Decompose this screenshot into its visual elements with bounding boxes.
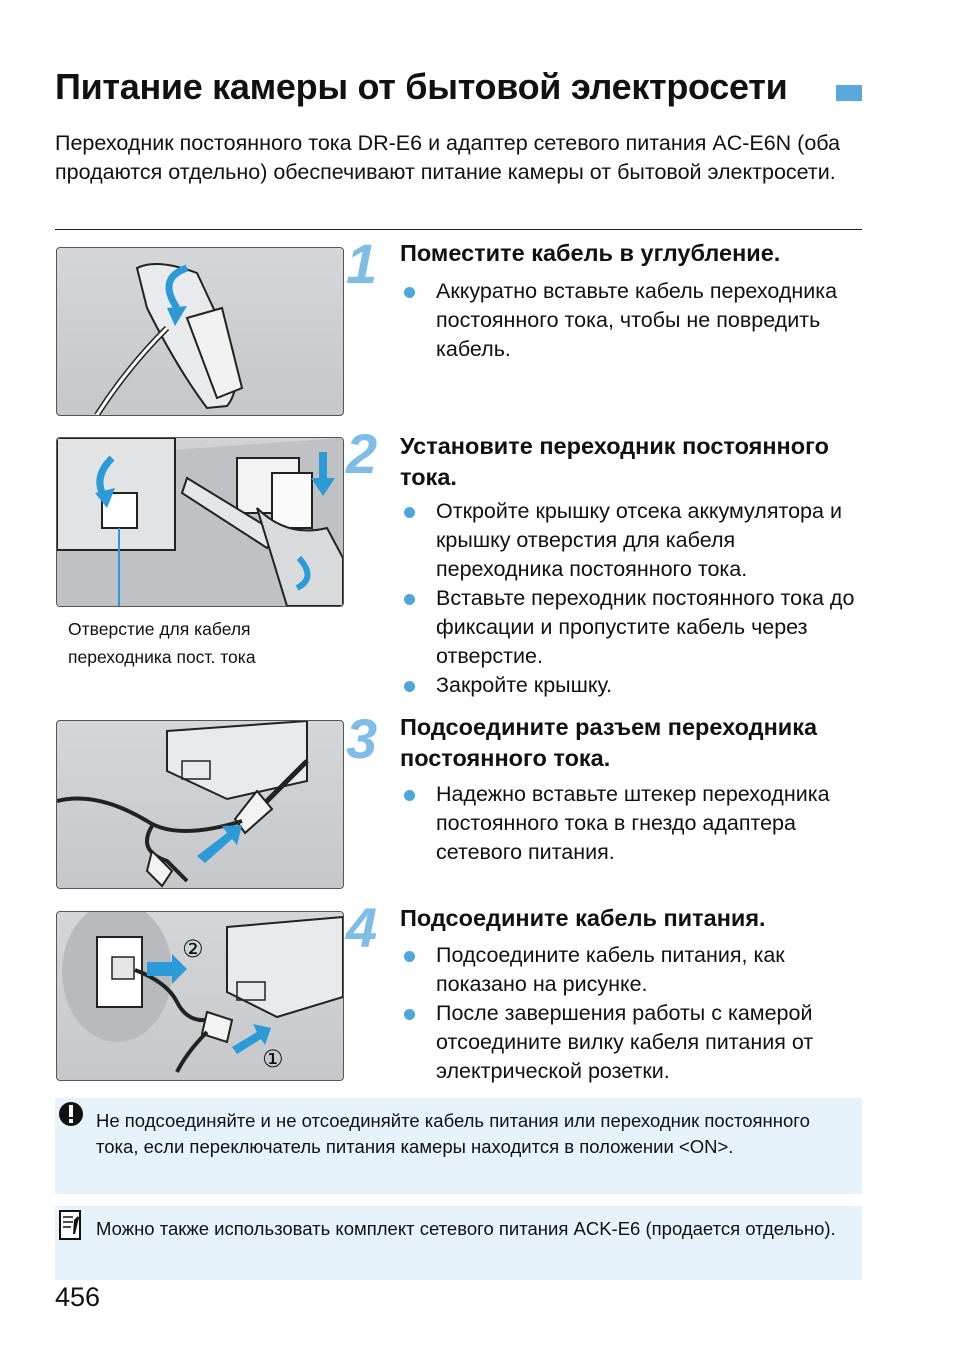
page-number: 456 bbox=[55, 1282, 101, 1312]
illustration-step-4 bbox=[56, 911, 344, 1081]
section-marker bbox=[836, 85, 862, 101]
step-2-bullets bbox=[404, 497, 864, 700]
list-item: Подсоедините кабель питания, как показано на рисунке. bbox=[404, 941, 864, 999]
memo-icon bbox=[59, 1210, 81, 1240]
caution-text: Не подсоединяйте и не отсоединяйте кабель питания или переходник постоянного тока, если переключатель питания камеры находится в положении <ON>. bbox=[96, 1110, 810, 1157]
step-1-bullets bbox=[404, 277, 864, 364]
dc-coupler-cable-illustration bbox=[57, 248, 343, 415]
bullet-icon bbox=[404, 681, 415, 692]
step-title-4: Подсоедините кабель питания. bbox=[400, 905, 766, 931]
camera-battery-compartment-illustration bbox=[57, 438, 343, 606]
bullet-icon bbox=[404, 287, 415, 298]
bullet-icon bbox=[404, 594, 415, 605]
page-title: Питание камеры от бытовой электросети bbox=[55, 66, 788, 107]
figure-caption: Отверстие для кабеля переходника пост. тока bbox=[68, 619, 256, 667]
callout-1: ① bbox=[262, 1045, 284, 1073]
step-number-3: 3 bbox=[346, 707, 378, 770]
illustration-step-2 bbox=[56, 437, 344, 607]
power-cord-outlet-illustration bbox=[57, 912, 343, 1080]
list-item: Откройте крышку отсека аккумулятора и крышку отверстия для кабеля переходника постоянного тока. bbox=[404, 497, 864, 584]
step-title-1: Поместите кабель в углубление. bbox=[400, 240, 781, 266]
step-4-bullets bbox=[404, 941, 864, 1086]
list-item: Закройте крышку. bbox=[404, 671, 864, 700]
list-item: После завершения работы с камерой отсоедините вилку кабеля питания от электрической розетки. bbox=[404, 999, 864, 1086]
bullet-icon bbox=[404, 951, 415, 962]
list-item: Вставьте переходник постоянного тока до фиксации и пропустите кабель через отверстие. bbox=[404, 584, 864, 671]
illustration-step-3 bbox=[56, 720, 344, 889]
memo-text: Можно также использовать комплект сетевого питания ACK-E6 (продается отдельно). bbox=[96, 1218, 836, 1239]
list-item: Надежно вставьте штекер переходника постоянного тока в гнездо адаптера сетевого питания. bbox=[404, 780, 864, 867]
intro-paragraph: Переходник постоянного тока DR-E6 и адаптер сетевого питания AC-E6N (оба продаются отдельно) обеспечивают питание камеры от бытовой электросети. bbox=[55, 131, 841, 184]
divider bbox=[55, 229, 862, 230]
bullet-icon bbox=[404, 507, 415, 518]
step-number-4: 4 bbox=[346, 896, 378, 959]
step-3-bullets bbox=[404, 780, 864, 867]
callout-2: ② bbox=[182, 935, 204, 963]
step-title-3: Подсоедините разъем переходника постоянного тока. bbox=[400, 714, 818, 771]
bullet-icon bbox=[404, 790, 415, 801]
step-number-2: 2 bbox=[346, 422, 378, 485]
memo-note bbox=[55, 1206, 862, 1280]
step-title-2: Установите переходник постоянного тока. bbox=[400, 433, 829, 490]
list-item: Аккуратно вставьте кабель переходника постоянного тока, чтобы не повредить кабель. bbox=[404, 277, 864, 364]
bullet-icon bbox=[404, 1009, 415, 1020]
step-number-1: 1 bbox=[346, 232, 378, 295]
caution-icon bbox=[59, 1100, 83, 1128]
caution-note bbox=[55, 1098, 862, 1194]
illustration-step-1 bbox=[56, 247, 344, 416]
ac-adapter-connector-illustration bbox=[57, 721, 343, 888]
